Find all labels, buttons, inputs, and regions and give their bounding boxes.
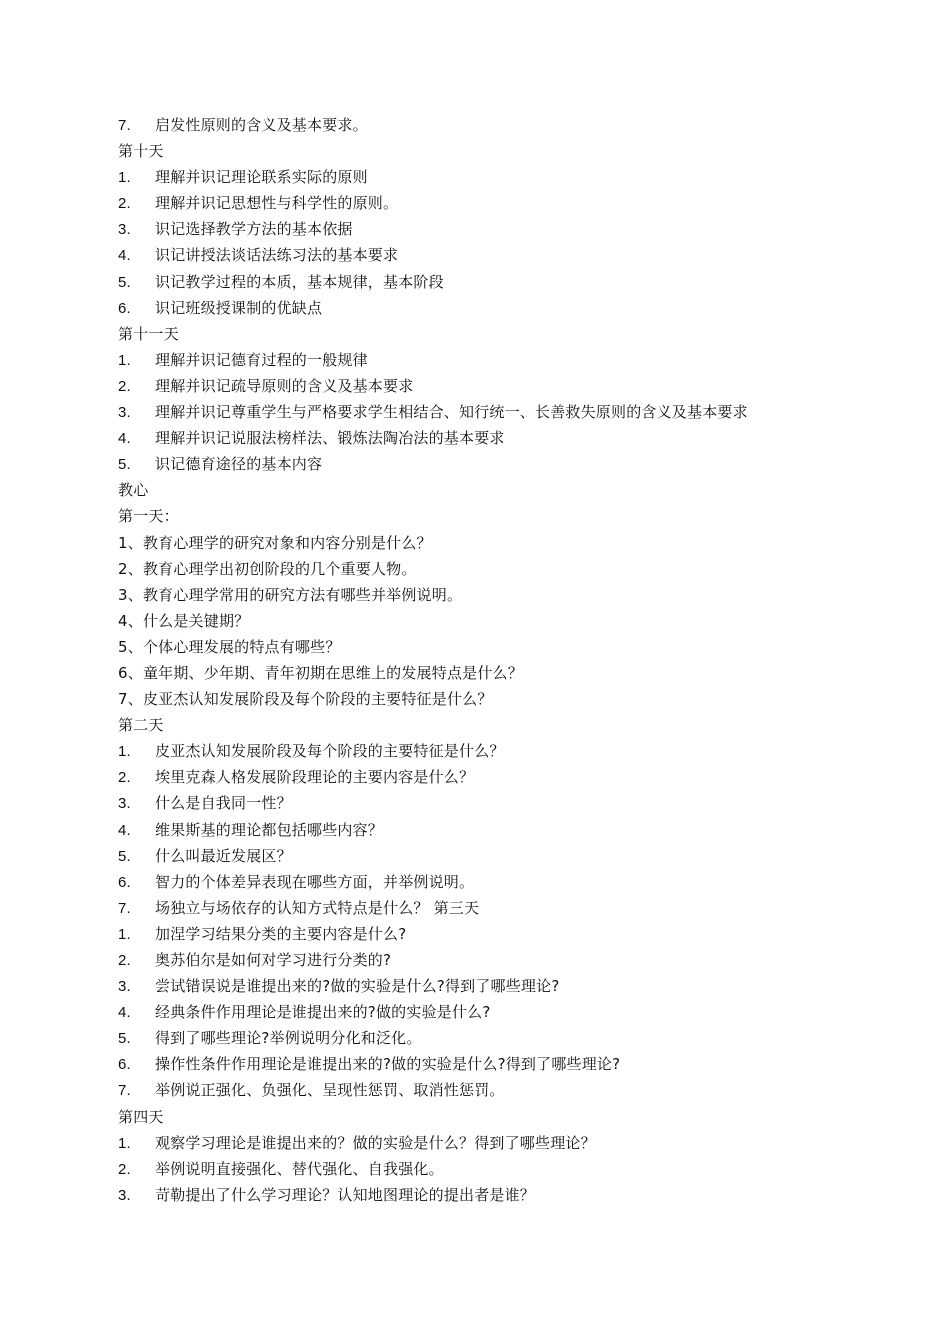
item-number: 2. xyxy=(118,377,131,395)
line-text: 皮亚杰认知发展阶段及每个阶段的主要特征是什么？ xyxy=(155,742,505,761)
list-item xyxy=(118,347,918,373)
item-number: 3. xyxy=(118,795,131,813)
item-number: 4. xyxy=(118,430,131,448)
item-number: 3. xyxy=(118,978,131,996)
text-line xyxy=(118,556,918,582)
list-item xyxy=(118,242,918,268)
list-item xyxy=(118,947,918,973)
line-text: 第十一天 xyxy=(118,324,179,343)
text-line xyxy=(118,608,918,634)
list-item xyxy=(118,1077,918,1103)
line-text: 什么是自我同一性？ xyxy=(155,794,292,813)
text-line xyxy=(118,634,918,660)
line-text: 埃里克森人格发展阶段理论的主要内容是什么？ xyxy=(155,768,475,787)
line-text: 理解并识记理论联系实际的原则 xyxy=(155,168,368,187)
line-text: 理解并识记思想性与科学性的原则。 xyxy=(155,194,399,213)
item-number: 6. xyxy=(118,873,131,891)
line-text: 苛勒提出了什么学习理论？认知地图理论的提出者是谁？ xyxy=(155,1185,536,1204)
line-text: 6、童年期、少年期、青年初期在思维上的发展特点是什么？ xyxy=(118,663,523,682)
line-text: 举例说正强化、负强化、呈现性惩罚、取消性惩罚。 xyxy=(155,1081,505,1100)
list-item xyxy=(118,190,918,216)
text-line xyxy=(118,321,918,347)
item-number: 7. xyxy=(118,899,131,917)
list-item xyxy=(118,895,918,921)
list-item xyxy=(118,399,918,425)
line-text: 4、什么是关键期？ xyxy=(118,611,250,630)
text-line xyxy=(118,530,918,556)
line-text: 奥苏伯尔是如何对学习进行分类的? xyxy=(155,951,392,969)
line-text: 识记班级授课制的优缺点 xyxy=(155,298,323,317)
list-item xyxy=(118,790,918,816)
item-number: 7. xyxy=(118,117,131,134)
text-line xyxy=(118,138,918,164)
item-number: 6. xyxy=(118,299,131,317)
line-text: 教心 xyxy=(118,481,149,500)
line-text: 维果斯基的理论都包括哪些内容？ xyxy=(155,820,384,839)
line-text: 识记讲授法谈话法练习法的基本要求 xyxy=(155,246,399,265)
text-line xyxy=(118,712,918,738)
line-text: 举例说明直接强化、替代强化、自我强化。 xyxy=(155,1159,444,1178)
item-number: 3. xyxy=(118,221,131,239)
list-item xyxy=(118,921,918,947)
text-line xyxy=(118,660,918,686)
item-number: 4. xyxy=(118,247,131,265)
item-number: 4. xyxy=(118,821,131,839)
item-number: 1. xyxy=(118,743,131,761)
item-number: 4. xyxy=(118,1004,131,1022)
item-number: 7. xyxy=(118,1082,131,1100)
item-number: 6. xyxy=(118,1056,131,1074)
line-text: 启发性原则的含义及基本要求。 xyxy=(155,116,368,134)
line-text: 理解并识记尊重学生与严格要求学生相结合、知行统一、长善救失原则的含义及基本要求 xyxy=(155,403,748,422)
item-number: 2. xyxy=(118,952,131,969)
line-text: 第二天 xyxy=(118,716,164,735)
item-number: 3. xyxy=(118,1186,131,1204)
line-text: 尝试错误说是谁提出来的?做的实验是什么?得到了哪些理论? xyxy=(155,977,560,996)
line-text: 1、教育心理学的研究对象和内容分别是什么？ xyxy=(118,533,432,552)
item-number: 2. xyxy=(118,1160,131,1178)
line-text: 3、教育心理学常用的研究方法有哪些并举例说明。 xyxy=(118,585,463,604)
list-item xyxy=(118,425,918,451)
list-item xyxy=(118,1051,918,1077)
line-text: 智力的个体差异表现在哪些方面，并举例说明。 xyxy=(155,872,475,891)
item-number: 5. xyxy=(118,1030,131,1048)
line-text: 得到了哪些理论?举例说明分化和泛化。 xyxy=(155,1029,422,1048)
document-body xyxy=(118,112,918,1208)
item-number: 1. xyxy=(118,1134,131,1152)
list-item xyxy=(118,738,918,764)
item-number: 2. xyxy=(118,769,131,787)
line-text: 操作性条件作用理论是谁提出来的?做的实验是什么?得到了哪些理论? xyxy=(155,1055,621,1074)
text-line xyxy=(118,582,918,608)
item-number: 1. xyxy=(118,351,131,369)
item-number: 5. xyxy=(118,456,131,474)
line-text: 第十天 xyxy=(118,142,164,161)
line-text: 2、教育心理学出初创阶段的几个重要人物。 xyxy=(118,559,417,578)
list-item xyxy=(118,216,918,242)
list-item xyxy=(118,1130,918,1156)
text-line xyxy=(118,477,918,503)
line-text: 识记选择教学方法的基本依据 xyxy=(155,220,353,239)
list-item xyxy=(118,1156,918,1182)
line-text: 识记教学过程的本质，基本规律，基本阶段 xyxy=(155,272,444,291)
list-item xyxy=(118,764,918,790)
item-number: 3. xyxy=(118,404,131,422)
item-number: 1. xyxy=(118,169,131,187)
list-item xyxy=(118,1182,918,1208)
line-text: 加涅学习结果分类的主要内容是什么? xyxy=(155,924,407,943)
line-text: 理解并识记说服法榜样法、锻炼法陶冶法的基本要求 xyxy=(155,429,505,448)
item-number: 2. xyxy=(118,195,131,213)
line-text: 识记德育途径的基本内容 xyxy=(155,455,323,474)
text-line xyxy=(118,686,918,712)
item-number: 5. xyxy=(118,273,131,291)
list-item xyxy=(118,295,918,321)
line-text: 第一天： xyxy=(118,507,179,526)
item-number: 1. xyxy=(118,925,131,943)
line-text: 场独立与场依存的认知方式特点是什么？ 第三天 xyxy=(155,898,480,917)
list-item xyxy=(118,164,918,190)
list-item xyxy=(118,869,918,895)
line-text: 观察学习理论是谁提出来的？做的实验是什么？得到了哪些理论？ xyxy=(155,1133,596,1152)
list-item xyxy=(118,451,918,477)
list-item xyxy=(118,1025,918,1051)
line-text: 经典条件作用理论是谁提出来的?做的实验是什么? xyxy=(155,1003,491,1022)
text-line xyxy=(118,503,918,529)
text-line xyxy=(118,1104,918,1130)
list-item xyxy=(118,373,918,399)
list-item xyxy=(118,269,918,295)
line-text: 7、皮亚杰认知发展阶段及每个阶段的主要特征是什么？ xyxy=(118,690,493,709)
line-text: 理解并识记疏导原则的含义及基本要求 xyxy=(155,376,414,395)
line-text: 第四天 xyxy=(118,1107,164,1126)
list-item xyxy=(118,817,918,843)
list-item xyxy=(118,112,918,138)
line-text: 5、个体心理发展的特点有哪些？ xyxy=(118,637,341,656)
line-text: 什么叫最近发展区？ xyxy=(155,846,292,865)
list-item xyxy=(118,999,918,1025)
list-item xyxy=(118,843,918,869)
item-number: 5. xyxy=(118,847,131,865)
list-item xyxy=(118,973,918,999)
line-text: 理解并识记德育过程的一般规律 xyxy=(155,350,368,369)
